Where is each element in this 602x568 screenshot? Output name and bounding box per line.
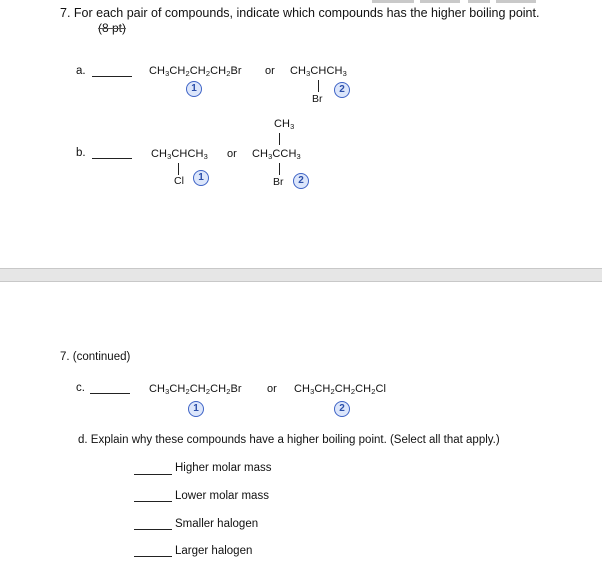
choice-blank[interactable]	[134, 474, 172, 475]
part-b-substituent-1: Cl	[174, 175, 184, 187]
part-b-answer-blank[interactable]	[92, 158, 132, 159]
part-a-label: a.	[76, 65, 86, 77]
toolbar-tab	[420, 0, 460, 3]
choice-higher-molar-mass: Higher molar mass	[175, 462, 272, 474]
choice-blank[interactable]	[134, 529, 172, 530]
choice-smaller-halogen: Smaller halogen	[175, 518, 259, 530]
part-b-compound-2: $CH_3CCH_3$	[252, 148, 301, 161]
choice-blank[interactable]	[134, 556, 172, 557]
question-continued-title: 7. (continued)	[60, 351, 131, 363]
toolbar-tab	[468, 0, 490, 3]
part-a-answer-blank[interactable]	[92, 76, 132, 77]
page-separator	[0, 268, 602, 282]
part-c-compound-2: $CH_3CH_2CH_2CH_2Cl$	[294, 383, 387, 396]
choice-blank[interactable]	[134, 501, 172, 502]
compound-1-badge[interactable]: 1	[188, 401, 204, 417]
compound-2-badge[interactable]: 2	[334, 82, 350, 98]
part-b-or: or	[227, 148, 237, 160]
part-b-methyl-top: $CH_3$	[274, 118, 295, 131]
toolbar-tab	[496, 0, 536, 3]
part-b-compound-1: $CH_3CHCH_3$	[151, 148, 208, 161]
question-points	[98, 21, 126, 35]
compound-2-badge[interactable]: 2	[293, 173, 309, 189]
toolbar-tab	[372, 0, 414, 3]
bond-line	[279, 163, 280, 175]
part-d-prompt: d. Explain why these compounds have a higher boiling point. (Select all that apply.)	[78, 434, 500, 446]
bond-line	[318, 80, 319, 92]
points-text: (8 pt)	[98, 21, 127, 35]
question-title: 7. For each pair of compounds, indicate which compounds has the higher boiling point.	[60, 6, 540, 20]
part-b-substituent-2: Br	[273, 176, 284, 188]
bond-line	[279, 133, 280, 145]
part-c-answer-blank[interactable]	[90, 393, 130, 394]
part-a-substituent: Br	[312, 93, 323, 105]
choice-lower-molar-mass: Lower molar mass	[175, 490, 269, 502]
part-c-or: or	[267, 383, 277, 395]
compound-2-badge[interactable]: 2	[334, 401, 350, 417]
part-a-compound-1: $CH_3CH_2CH_2CH_2Br$	[149, 65, 242, 78]
compound-1-badge[interactable]: 1	[193, 170, 209, 186]
page-section-top	[0, 0, 602, 268]
part-a-or: or	[265, 65, 275, 77]
part-c-compound-1: $CH_3CH_2CH_2CH_2Br$	[149, 383, 242, 396]
choice-larger-halogen: Larger halogen	[175, 545, 253, 557]
part-b-label: b.	[76, 147, 86, 159]
bond-line	[178, 163, 179, 175]
compound-1-badge[interactable]: 1	[186, 81, 202, 97]
part-c-label: c.	[76, 382, 85, 394]
part-a-compound-2: $CH_3CHCH_3$	[290, 65, 347, 78]
